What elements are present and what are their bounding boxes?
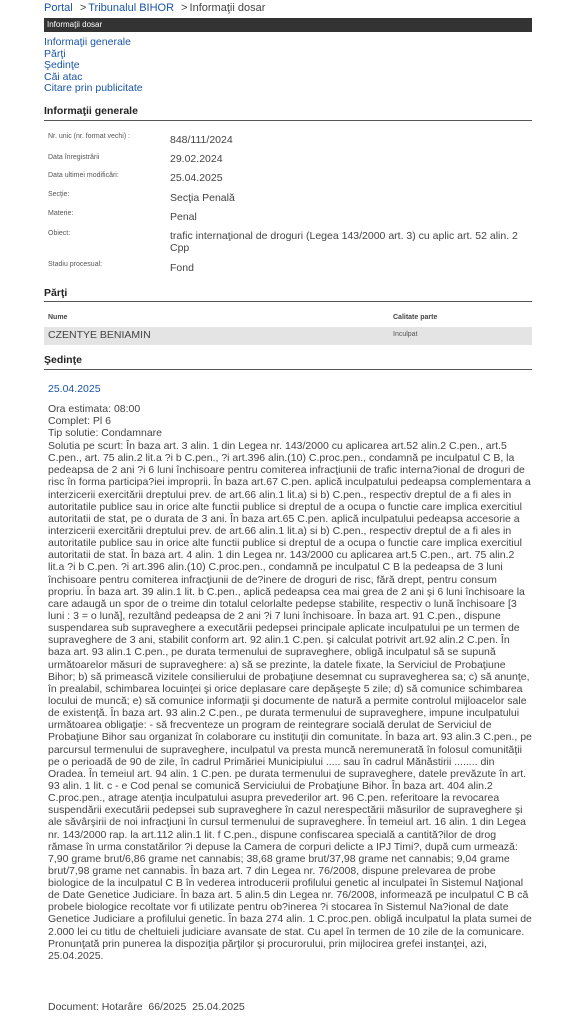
field-value-stadiu-procesual: Fond bbox=[170, 262, 194, 274]
field-label-data-modificarii: Data ultimei modificări: bbox=[48, 172, 119, 179]
party-name: CZENTYE BENIAMIN bbox=[48, 329, 151, 341]
sedinta-solutie-text: Solutia pe scurt: În baza art. 3 alin. 1 din Legea nr. 143/2000 cu aplicarea art.52 alin.2 C.pen., art.5 C.pen., art. 75 alin.2 lit.a ?i b C.pen., ?i art.396 alin.(10) C.proc.pen., condamnă pe inculpatul C B, la pedeapsa de 2 ani ?i 6 luni închisoare pentru comiterea infracţiunii de trafic interna?ional de droguri de risc în forma participa?iei improprii. În baza art.67 C.pen. aplică inculpatului pedeapsa complementara a interzicerii exercitării dreptului prev. de art.66 alin.1 lit.a) si b) C.pen., respectiv dreptul de a fi ales in autoritatile publice sau in orice alte functii publice si dreptul de a ocupa o functie care implica exercitiul autoritatii de stat, pe o durata de 3 ani. În baza art.65 C.pen. aplică inculpatului pedeapsa accesorie a interzicerii exercitării dreptului prev. de art.66 alin.1 lit.a) si b) C.pen., respectiv dreptul de a fi ales in autoritatile publice sau in orice alte functii publice si dreptul de a ocupa o functie care implica exercitiul autoritatii de stat. În baza art. 4 alin. 1 din Legea nr. 143/2000 cu aplicarea art.5 C.pen., art. 75 alin.2 lit.a ?i b C.pen. ?i art.396 alin.(10) C.proc.pen., condamnă pe inculpatul C B la pedeapsa de 3 luni închisoare pentru comiterea infracţiunii de de?inere de droguri de risc, fără drept, pentru consum propriu. În baza art. 39 alin.1 lit. b C.pen., aplică pedeapsa cea mai grea de 2 ani şi 6 luni închisoare la care adaugă un spor de o treime din totalul celorlalte pedepse stabilite, respectiv o lună închisoare [3 luni : 3 = o lună], rezultând pedeapsa de 2 ani ?i 7 luni închisoare. În baza art. 91 C.pen., dispune suspendarea sub supraveghere a executării pedepsei principale aplicate inculpatului pe un termen de supraveghere de 3 ani, stabilit conform art. 92 alin.1 C.pen. şi calculat potrivit art.92 alin.2 C.pen. În baza art. 93 alin.1 C.pen., pe durata termenului de supraveghere, obligă inculpatul să se supună următoarelor măsuri de supraveghere: a) să se prezinte, la datele fixate, la Serviciul de Probaţiune Bihor; b) să primească vizitele consilierului de probaţiune desemnat cu supravegherea sa; c) să anunţe, în prealabil, schimbarea locuinţei şi orice deplasare care depăşeşte 5 zile; d) să comunice schimbarea locului de muncă; e) să comunice informaţii şi documente de natură a permite controlul mijloacelor sale de existenţă. În baza art. 93 alin.2 C.pen., pe durata termenului de supraveghere, impune inculpatului următoarea obligaţie: - să frecventeze un program de reintegrare socială derulat de Serviciul de Probaţiune Bihor sau organizat în colaborare cu instituţii din comunitate. În baza art. 93 alin.3 C.pen., pe parcursul termenului de supraveghere, inculpatul va presta muncă neremunerată în folosul comunităţii pe o perioadă de 90 de zile, în cadrul Primăriei Municipiului ..... sau în cadrul Mănăstirii ........ din Oradea. În temeiul art. 94 alin. 1 C.pen. pe durata termenului de supraveghere, datele prevăzute în art. 93 alin. 1 lit. c - e Cod penal se comunică Serviciului de Probaţiune Bihor. În baza art. 404 alin.2 C.proc.pen., atrage atenţia inculpatului asupra prevederilor art. 96 C.pen. referitoare la revocarea suspendării executării pedepsei sub supraveghere în cazul nerespectării măsurilor de supraveghere şi ale săvârşirii de noi infracţiuni în cursul termenului de supraveghere. În temeiul art. 16 alin. 1 din Legea nr. 143/2000 rap. la art.112 alin.1 lit. f C.pen., dispune confiscarea specială a cantită?ilor de drog rămase în urma constatărilor ?i depuse la Camera de corpuri delicte a IPJ Timi?, după cum urmează: 7,90 grame brut/6,86 grame net cannabis; 38,68 grame brut/37,98 grame net cannabis; 9,04 grame brut/7,98 grame net cannabis. În baza art. 7 din Legea nr. 76/2008, dispune prelevarea de probe biologice de la inculpatul C B în vederea introducerii profilului genetic al inculpatei în Sistemul Naţional de Date Genetice Judiciare. În baza art. 5 alin.5 din Legea nr. 76/2008, informează pe inculpatul C B că probele biologice recoltate vor fi utilizate pentru ob?inerea ?i stocarea în Sistemul Na?ional de date Genetice Judiciare a profilului genetic. În baza 274 alin. 1 C.proc.pen. obligă inculpatul la plata sumei de 2.000 lei cu titlu de cheltuieli judiciare avansate de stat. Cu apel în termen de 10 zile de la comunicare. Pronunţată prin punerea la dispoziţia părţilor şi procurorului, prin mijlocirea grefei instanţei, azi, 25.04.2025. bbox=[48, 440, 532, 962]
field-label-materie: Materie: bbox=[48, 210, 74, 217]
sedinte-section-title: Şedinţe bbox=[44, 354, 82, 366]
breadcrumb-separator: > bbox=[181, 2, 188, 14]
section-header-bar: Informaţii dosar bbox=[44, 18, 532, 32]
sedinta-tip-solutie: Tip solutie: Condamnare bbox=[48, 427, 163, 439]
sedinta-document: Document: Hotarâre 66/2025 25.04.2025 bbox=[48, 1001, 245, 1013]
sedinta-date: 25.04.2025 bbox=[48, 383, 101, 395]
breadcrumb-current: Informaţii dosar bbox=[189, 2, 266, 14]
breadcrumb-separator: > bbox=[79, 2, 87, 14]
nav-link-sedinte[interactable]: Şedinţe bbox=[44, 59, 80, 71]
parti-column-calitate: Calitate parte bbox=[393, 314, 438, 321]
sedinta-ora: Ora estimata: 08:00 bbox=[48, 403, 141, 415]
nav-link-informatii-generale[interactable]: Informaţii generale bbox=[44, 36, 131, 48]
field-label-nr-unic: Nr. unic (nr. format vechi) : bbox=[48, 133, 131, 140]
field-value-nr-unic: 848/111/2024 bbox=[170, 134, 233, 146]
field-label-obiect: Obiect: bbox=[48, 230, 71, 237]
parti-divider bbox=[44, 301, 532, 302]
party-calitate: Inculpat bbox=[393, 331, 418, 338]
field-label-data-inregistrarii: Data înregistrării bbox=[48, 154, 100, 161]
nav-link-parti[interactable]: Părţi bbox=[44, 47, 66, 60]
general-section-title: Informaţii generale bbox=[44, 105, 138, 117]
field-value-obiect: trafic internaţional de droguri (Legea 143/2000 art. 3) cu aplic art. 52 alin. 2 Cpp bbox=[170, 230, 518, 254]
general-divider bbox=[44, 120, 532, 121]
breadcrumb-portal-link[interactable]: Portal bbox=[44, 2, 73, 14]
field-label-sectie: Secţie: bbox=[48, 191, 70, 198]
breadcrumb-court-link[interactable]: Tribunalul BIHOR bbox=[88, 2, 175, 14]
field-value-data-inregistrarii: 29.02.2024 bbox=[170, 153, 223, 165]
nav-link-citare-publicitate[interactable]: Citare prin publicitate bbox=[44, 82, 143, 94]
field-value-materie: Penal bbox=[170, 211, 197, 223]
nav-link-cai-atac[interactable]: Căi atac bbox=[44, 70, 83, 83]
breadcrumb bbox=[44, 2, 265, 14]
field-value-sectie: Secţia Penală bbox=[170, 192, 235, 204]
parti-section-title: Părţi bbox=[44, 287, 68, 299]
sedinta-complet: Complet: Pl 6 bbox=[48, 415, 112, 427]
sedinte-divider bbox=[44, 369, 532, 370]
parti-column-nume: Nume bbox=[48, 314, 68, 321]
section-nav bbox=[44, 37, 143, 95]
field-label-stadiu-procesual: Stadiu procesual: bbox=[48, 261, 103, 268]
field-value-data-modificarii: 25.04.2025 bbox=[170, 172, 223, 184]
